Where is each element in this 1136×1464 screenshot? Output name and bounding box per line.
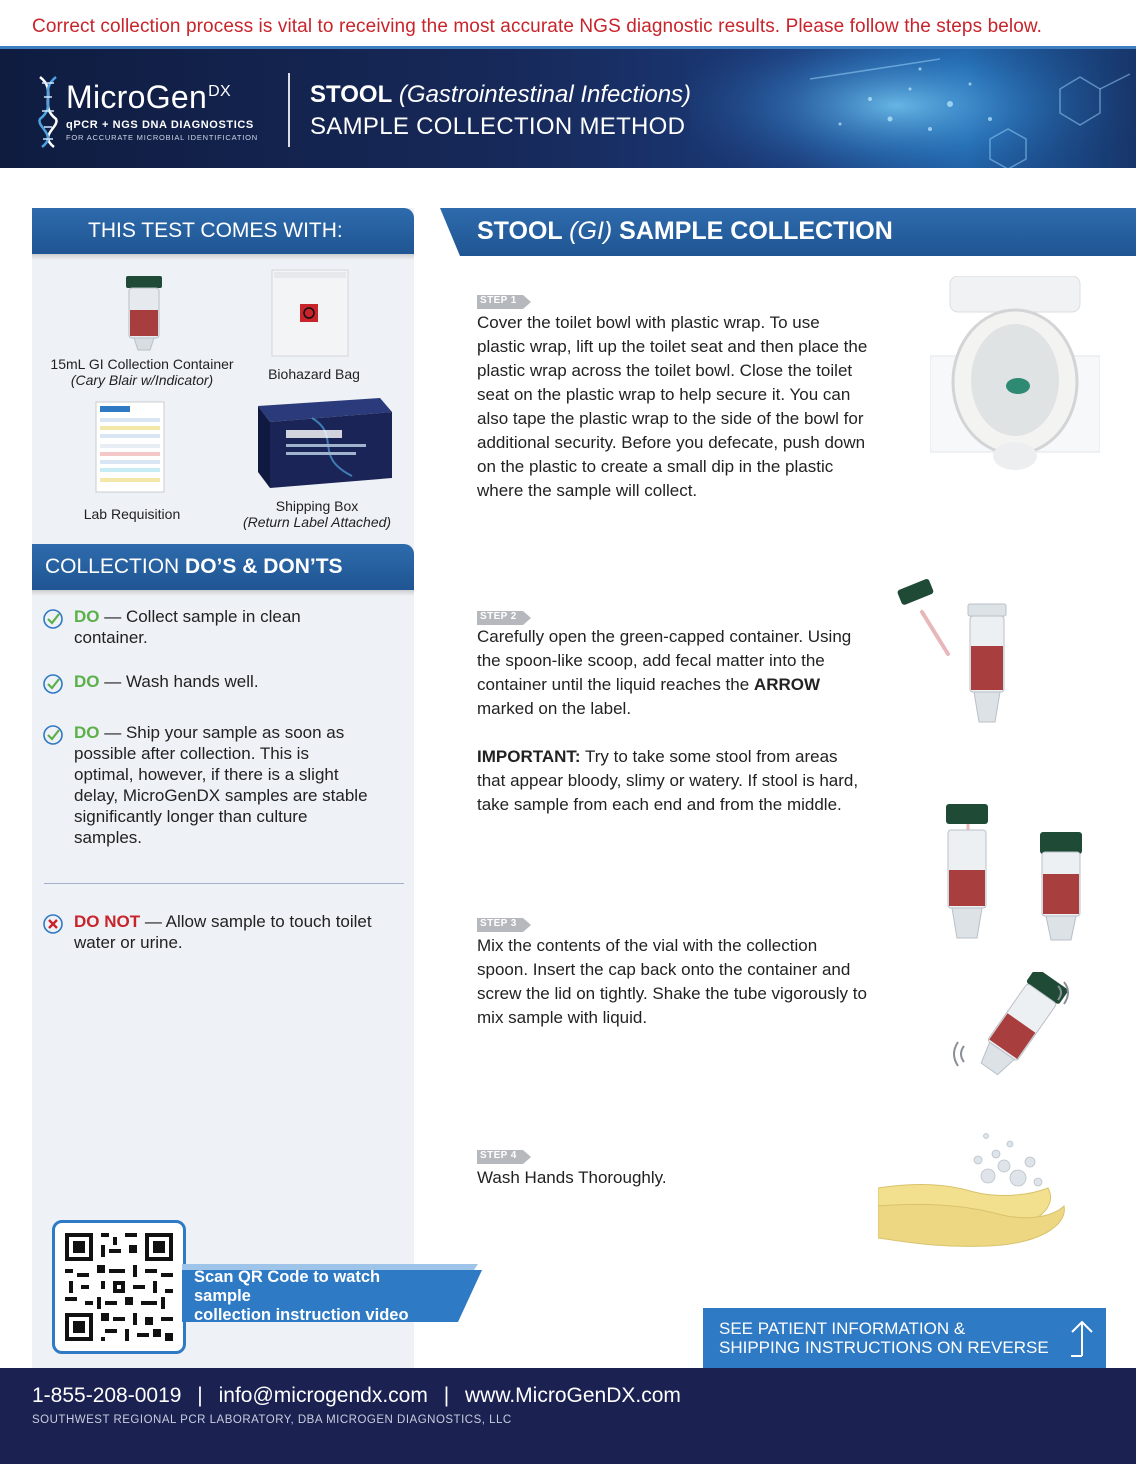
phone-number[interactable]: 1-855-208-0019 <box>32 1384 182 1407</box>
step-4-label: STEP 4 <box>480 1150 517 1161</box>
do-item: DO — Ship your sample as soon as possible after collection. This is optimal, however, if there is a slight delay, MicroGenDX samples are stable significantly longer than culture samples. <box>42 722 372 848</box>
step-3-text: Mix the contents of the vial with the collection spoon. Insert the cap back onto the container and screw the lid on tightly. Shake the tube vigorously to mix sample with liquid. <box>477 936 867 1027</box>
dos-donts-heading: COLLECTION DO’S & DON’TS <box>32 544 414 590</box>
qr-code[interactable] <box>52 1220 186 1354</box>
kit-heading: THIS TEST COMES WITH: <box>32 208 414 254</box>
kit-item-bag: Biohazard Bag <box>268 366 360 382</box>
see-reverse-banner: SEE PATIENT INFORMATION & SHIPPING INSTRUCTIONS ON REVERSE <box>703 1308 1106 1368</box>
x-icon <box>42 913 64 935</box>
step-3-label: STEP 3 <box>480 918 517 929</box>
shaking-container-image <box>950 972 1080 1082</box>
brand-name: MicroGen$^{DX}$ <box>66 79 231 115</box>
shipping-box-image <box>252 396 396 492</box>
kit-item-requisition: Lab Requisition <box>83 506 181 522</box>
check-icon <box>42 724 64 746</box>
qr-callout-text: Scan QR Code to watch sample collection instruction video <box>194 1268 409 1324</box>
qr-code-graphic <box>65 1233 173 1341</box>
do-item: DO — Collect sample in clean container. <box>42 606 372 648</box>
step-2-text: Carefully open the green-capped container. Using the spoon-like scoop, add fecal matter into the container until the liquid reaches the ARROW marked on the label. IMPORTANT: Try to take some stool from areas that appear bloody, slimy or watery. If stool is hard, take sample from each end and from the middle. <box>477 627 859 814</box>
check-icon <box>42 673 64 695</box>
header-banner <box>0 46 1136 168</box>
lab-requisition-image <box>94 400 166 494</box>
divider <box>44 883 404 884</box>
kit-item-box: Shipping Box (Return Label Attached) <box>242 498 392 530</box>
step-1-text: Cover the toilet bowl with plastic wrap. To use plastic wrap, lift up the toilet seat and then place the plastic wrap across the toilet bowl. Close the toilet seat on the plastic wrap to help secure it. You can also tape the plastic wrap to the side of the bowl for additional security. Before you defecate, push down on the plastic to create a small dip in the plastic where the sample will collect. <box>477 313 868 500</box>
header-divider <box>288 73 290 147</box>
check-icon <box>42 608 64 630</box>
page-title: STOOL (Gastrointestinal Infections) <box>310 81 692 108</box>
footer-contact: 1-855-208-0019 | info@microgendx.com | www.MicroGenDX.com <box>32 1384 681 1407</box>
opened-container-image <box>896 576 1016 726</box>
collection-heading: STOOL (GI) SAMPLE COLLECTION <box>477 217 893 245</box>
dont-item: DO NOT — Allow sample to touch toilet water or urine. <box>42 911 372 953</box>
brand-logo <box>34 73 274 149</box>
closed-containers-image <box>940 800 1090 942</box>
step-1-label: STEP 1 <box>480 295 517 306</box>
toilet-image <box>930 276 1100 472</box>
do-item: DO — Wash hands well. <box>42 671 372 692</box>
brand-tagline-small: FOR ACCURATE MICROBIAL IDENTIFICATION <box>66 133 258 142</box>
kit-item-container: 15mL GI Collection Container (Cary Blair w/Indicator) <box>50 356 234 388</box>
left-column <box>32 208 414 1368</box>
email-link[interactable]: info@microgendx.com <box>218 1384 428 1407</box>
dna-background-graphic <box>690 46 1136 168</box>
step-4-text: Wash Hands Thoroughly. <box>477 1168 667 1187</box>
biohazard-bag-image <box>270 268 350 358</box>
page-subtitle: SAMPLE COLLECTION METHOD <box>310 113 686 140</box>
notice-text: Correct collection process is vital to receiving the most accurate NGS diagnostic results. Please follow the steps below. <box>32 16 1043 37</box>
footer <box>0 1368 1136 1464</box>
brand-tagline: qPCR + NGS DNA DIAGNOSTICS <box>66 119 254 131</box>
arrow-up-icon <box>1067 1318 1097 1358</box>
washing-hands-image <box>878 1126 1098 1252</box>
step-2-label: STEP 2 <box>480 611 517 622</box>
footer-legal: SOUTHWEST REGIONAL PCR LABORATORY, DBA MICROGEN DIAGNOSTICS, LLC <box>32 1414 512 1426</box>
collection-container-image <box>124 276 164 352</box>
website-link[interactable]: www.MicroGenDX.com <box>465 1384 681 1407</box>
dna-helix-icon <box>34 75 62 149</box>
